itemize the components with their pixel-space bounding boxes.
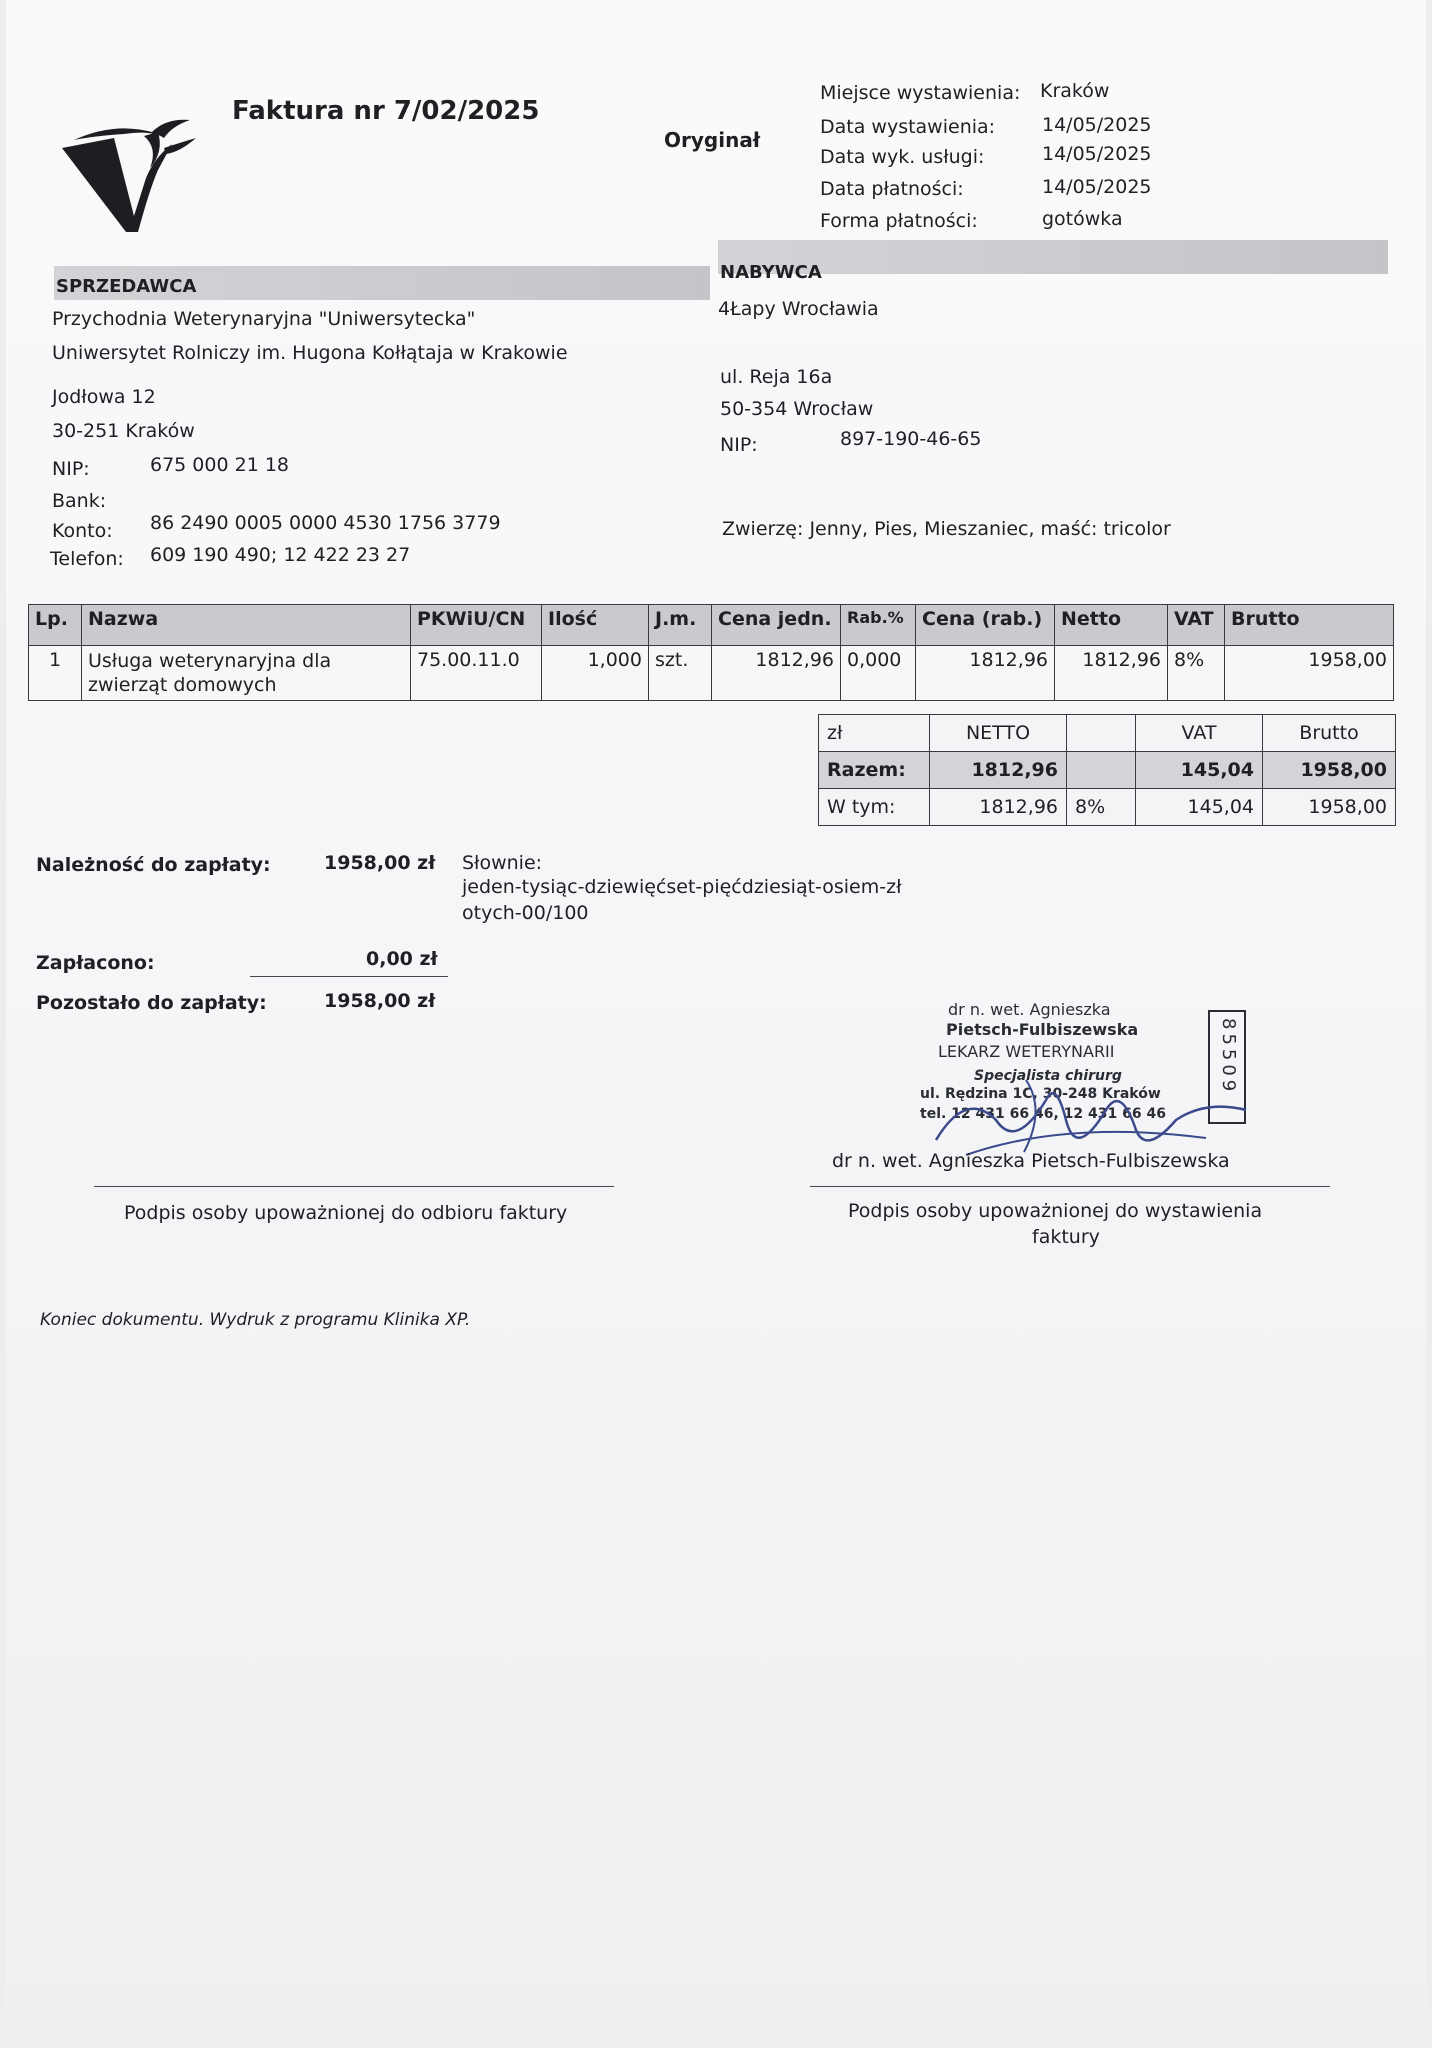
meta-label: Data płatności: <box>820 178 964 200</box>
issuer-name: dr n. wet. Agnieszka Pietsch-Fulbiszewska <box>832 1150 1230 1172</box>
col-header: Cena jedn. <box>712 605 841 646</box>
item-lp: 1 <box>29 646 82 701</box>
meta-label: Forma płatności: <box>820 210 978 232</box>
summary-incl-gross: 1958,00 <box>1263 789 1396 826</box>
due-value: 1958,00 zł <box>324 852 436 874</box>
remaining-value: 1958,00 zł <box>324 990 436 1012</box>
seller-street: Jodłowa 12 <box>52 386 156 408</box>
meta-label: Data wyk. usługi: <box>820 146 985 168</box>
summary-incl-rate: 8% <box>1067 789 1136 826</box>
buyer-animal: Zwierzę: Jenny, Pies, Mieszaniec, maść: tricolor <box>722 518 1171 540</box>
words-line: otych-00/100 <box>462 902 589 924</box>
seller-phone: 609 190 490; 12 422 23 27 <box>150 544 411 566</box>
seller-account-label: Konto: <box>52 520 113 542</box>
stamp-line: Pietsch-Fulbiszewska <box>946 1020 1139 1039</box>
buyer-street: ul. Reja 16a <box>720 366 833 388</box>
meta-value: gotówka <box>1042 208 1123 230</box>
due-label: Należność do zapłaty: <box>36 854 271 876</box>
seller-nip-label: NIP: <box>52 458 90 480</box>
item-price: 1812,96 <box>712 646 841 701</box>
paid-label: Zapłacono: <box>36 952 155 974</box>
words-line: jeden-tysiąc-dziewięćset-pięćdziesiąt-osiem-zł <box>462 876 902 898</box>
summary-incl-vat: 145,04 <box>1136 789 1263 826</box>
summary-incl-row <box>819 789 1396 826</box>
seller-nip: 675 000 21 18 <box>150 454 290 476</box>
seller-city: 30-251 Kraków <box>52 420 195 442</box>
remaining-label: Pozostało do zapłaty: <box>36 992 267 1014</box>
item-vat: 8% <box>1168 646 1225 701</box>
words-label: Słownie: <box>462 852 543 874</box>
items-header-row <box>29 605 1394 646</box>
meta-label: Miejsce wystawienia: <box>820 82 1021 104</box>
stamp-line: Specjalista chirurg <box>974 1068 1122 1084</box>
buyer-nip-label: NIP: <box>720 434 758 456</box>
summary-total-label: Razem: <box>819 752 930 789</box>
col-header: Cena (rab.) <box>916 605 1055 646</box>
col-header: VAT <box>1168 605 1225 646</box>
meta-label: Data wystawienia: <box>820 116 996 138</box>
copy-label: Oryginał <box>664 128 761 152</box>
paid-underline <box>250 976 448 977</box>
item-qty: 1,000 <box>542 646 649 701</box>
summary-total-vat: 145,04 <box>1136 752 1263 789</box>
meta-value: 14/05/2025 <box>1042 176 1152 198</box>
summary-incl-label: W tym: <box>819 789 930 826</box>
receiver-signature-line <box>94 1186 614 1187</box>
items-table <box>28 604 1394 701</box>
col-header: Rab.% <box>841 605 916 646</box>
item-pkwiu: 75.00.11.0 <box>411 646 542 701</box>
receiver-caption: Podpis osoby upoważnionej do odbioru faktury <box>124 1202 568 1224</box>
seller-header: SPRZEDAWCA <box>56 276 197 297</box>
item-net: 1812,96 <box>1055 646 1168 701</box>
item-unit: szt. <box>649 646 712 701</box>
table-row <box>29 646 1394 701</box>
col-header: Netto <box>1055 605 1168 646</box>
col-header: Brutto <box>1225 605 1394 646</box>
summary-col-empty <box>1067 715 1136 752</box>
item-gross: 1958,00 <box>1225 646 1394 701</box>
summary-col-vat: VAT <box>1136 715 1263 752</box>
col-header: Lp. <box>29 605 82 646</box>
summary-incl-net: 1812,96 <box>930 789 1067 826</box>
item-name-line: zwierząt domowych <box>88 674 277 696</box>
stamp-line: tel. 12 431 66 46, 12 431 66 46 <box>920 1106 1166 1122</box>
invoice-title: Faktura nr 7/02/2025 <box>232 96 540 126</box>
item-name <box>82 646 411 701</box>
buyer-name: 4Łapy Wrocławia <box>718 298 879 320</box>
col-header: PKWiU/CN <box>411 605 542 646</box>
footer-note: Koniec dokumentu. Wydruk z programu Klinika XP. <box>40 1310 471 1330</box>
seller-org: Uniwersytet Rolniczy im. Hugona Kołłątaja w Krakowie <box>52 342 568 364</box>
buyer-header: NABYWCA <box>720 262 822 283</box>
col-header: J.m. <box>649 605 712 646</box>
item-discount: 0,000 <box>841 646 916 701</box>
summary-total-gross: 1958,00 <box>1263 752 1396 789</box>
summary-table <box>818 714 1396 826</box>
buyer-nip: 897-190-46-65 <box>840 428 982 450</box>
summary-header-row <box>819 715 1396 752</box>
meta-value: 14/05/2025 <box>1042 114 1152 136</box>
clinic-logo-icon <box>54 108 204 238</box>
item-price-disc: 1812,96 <box>916 646 1055 701</box>
stamp-line: LEKARZ WETERYNARII <box>938 1042 1115 1061</box>
stamp-line: dr n. wet. Agnieszka <box>948 1000 1111 1019</box>
summary-total-row <box>819 752 1396 789</box>
buyer-city: 50-354 Wrocław <box>720 398 874 420</box>
item-name-line: Usługa weterynaryjna dla <box>88 650 332 672</box>
paid-value: 0,00 zł <box>366 948 438 970</box>
col-header: Ilość <box>542 605 649 646</box>
summary-col-gross: Brutto <box>1263 715 1396 752</box>
summary-currency: zł <box>819 715 930 752</box>
stamp-line: ul. Rędzina 1C, 30-248 Kraków <box>920 1086 1161 1102</box>
issuer-caption: Podpis osoby upoważnionej do wystawienia <box>848 1200 1263 1222</box>
seller-bank-label: Bank: <box>52 490 107 512</box>
summary-total-empty <box>1067 752 1136 789</box>
issuer-signature-line <box>810 1186 1330 1187</box>
meta-value: Kraków <box>1040 80 1110 102</box>
summary-total-net: 1812,96 <box>930 752 1067 789</box>
summary-col-net: NETTO <box>930 715 1067 752</box>
seller-account: 86 2490 0005 0000 4530 1756 3779 <box>150 512 501 534</box>
stamp-number: 85509 <box>1218 1018 1239 1096</box>
seller-phone-label: Telefon: <box>50 548 124 570</box>
invoice-sheet <box>6 0 1426 2048</box>
seller-name: Przychodnia Weterynaryjna "Uniwersytecka" <box>52 308 476 330</box>
issuer-caption: faktury <box>1032 1226 1100 1248</box>
col-header: Nazwa <box>82 605 411 646</box>
meta-value: 14/05/2025 <box>1042 143 1152 165</box>
